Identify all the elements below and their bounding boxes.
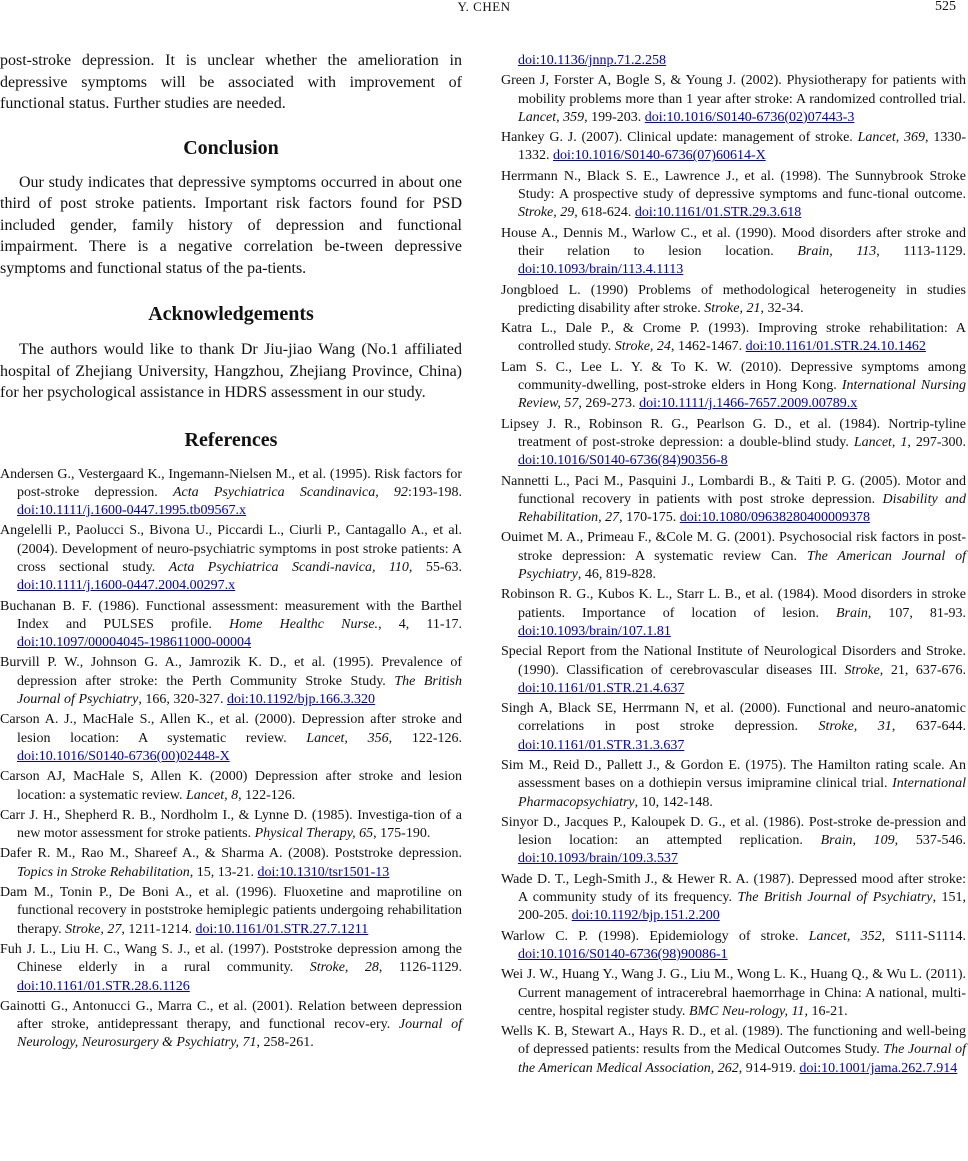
reference-journal: Lancet, 8 (185, 787, 239, 803)
reference-journal: Lancet, 369 (857, 130, 926, 146)
doi-link[interactable]: doi:10.1093/brain/113.4.1113 (518, 262, 684, 278)
reference-authors-title: Gainotti G., Antonucci G., Marra C., et al. (2001). Relation between depression after stroke, antidepressant therapy, and functional recov-ery. (0, 998, 462, 1033)
reference-pages: , 16-21. (804, 1003, 848, 1019)
reference-journal: Stroke (844, 662, 880, 678)
reference-authors-title: Lipsey J. R., Robinson R. G., Pearlson G. D., et al. (1984). Nortrip-tyline treatment of post-stroke depression: a double-blind study. (501, 416, 966, 450)
reference-authors-title: Ouimet M. A., Primeau F., &Cole M. G. (2001). Psychosocial risk factors in post-stroke depression: A systematic review Can. (501, 530, 966, 564)
doi-link[interactable]: doi:10.1111/j.1600-0447.1995.tb09567.x (17, 503, 247, 519)
reference-journal: Lancet, 1 (853, 434, 908, 450)
doi-link[interactable]: doi:10.1016/S0140-6736(00)02448-X (17, 748, 230, 764)
reference-authors-title: Green J, Forster A, Bogle S, & Young J. (2002). Physiotherapy for patients with mobility problems more than 1 year after stroke: A randomized controlled trial. (501, 73, 966, 107)
reference-authors-title: Jongbloed L. (1990) Problems of methodological heterogeneity in studies predicting disability after stroke. (501, 282, 966, 316)
reference-pages: , 15, 13-21. (189, 864, 258, 880)
doi-link[interactable]: doi:10.1161/01.STR.21.4.637 (518, 680, 685, 696)
reference-pages: , 637-644. (891, 719, 966, 735)
doi-link[interactable]: doi:10.1016/S0140-6736(02)07443-3 (644, 109, 855, 125)
reference-item (501, 416, 966, 471)
reference-pages: , 46, 819-828. (577, 567, 657, 583)
reference-item (0, 845, 462, 882)
reference-authors-title: Carr J. H., Shepherd R. B., Nordholm I., & Lynne D. (1985). Investiga-tion of a new motor assessment for stroke patients. (0, 807, 462, 842)
reference-journal: Stroke, 24 (614, 339, 671, 355)
reference-journal: The British Journal of Psychiatry (737, 890, 933, 906)
doi-link[interactable]: doi:10.1192/bjp.166.3.320 (226, 692, 376, 708)
page-header (0, 0, 968, 18)
doi-link[interactable]: doi:10.1310/tsr1501-13 (257, 864, 390, 880)
intro-paragraph: post-stroke depression. It is unclear whether the amelioration in depressive symptoms will be associated with improvement of functional status. Further studies are needed. (0, 52, 462, 112)
page-number: 525 (935, 0, 956, 14)
doi-link[interactable]: doi:10.1161/01.STR.31.3.637 (518, 737, 685, 753)
doi-link[interactable]: doi:10.1136/jnnp.71.2.258 (518, 53, 667, 68)
references-heading: References (184, 428, 278, 451)
reference-item (0, 884, 462, 939)
doi-link[interactable]: doi:10.1016/S0140-6736(07)60614-X (553, 148, 766, 164)
reference-item (501, 320, 966, 357)
reference-item (501, 473, 966, 528)
reference-authors-title: Katra L., Dale P., & Crome P. (1993). Improving stroke rehabilitation: A controlled study. (501, 321, 966, 355)
reference-item (501, 225, 966, 280)
reference-item (0, 807, 462, 844)
acknowledgements-text: The authors would like to thank Dr Jiu-jiao Wang (No.1 affiliated hospital of Zhejiang University, Hangzhou, Zhejiang Province, China) for her psychological assistance in HDRS assessment in our study. (0, 341, 462, 401)
doi-link[interactable]: doi:10.1093/brain/109.3.537 (518, 851, 678, 867)
reference-item (0, 711, 462, 766)
reference-authors-title: Burvill P. W., Johnson G. A., Jamrozik K. D., et al. (1995). Prevalence of depression after stroke: the Perth Community Stroke Study. (0, 655, 462, 689)
reference-journal: Stroke, 21 (704, 300, 761, 316)
reference-journal: International Nursing Review, 57 (518, 378, 966, 412)
reference-item (501, 359, 966, 414)
reference-journal: Acta Psychiatrica Scandinavica, 92 (173, 484, 408, 500)
reference-journal: Stroke, 29 (518, 205, 575, 221)
reference-pages: , 914-919. (738, 1060, 800, 1076)
reference-item (501, 586, 966, 641)
reference-authors-title: Wei J. W., Huang Y., Wang J. G., Liu M., Wong L. K., Huang Q., & Wu L. (2011). Current management of intracerebral haemorrhage in China: A national, multi-centre, hospital register study. (501, 967, 966, 1019)
reference-item (0, 598, 462, 653)
reference-pages: , 269-273. (578, 396, 640, 412)
reference-journal: Journal of Neurology, Neurosurgery & Psychiatry, 71 (17, 1017, 462, 1051)
reference-item (501, 168, 966, 223)
reference-authors-title: Herrmann N., Black S. E., Lawrence J., et al. (1998). The Sunnybrook Stroke Study: A prospective study of depressive symptoms and func-tional outcome. (501, 168, 966, 203)
reference-authors-title: Wells K. B, Stewart A., Hays R. D., et al. (1989). The functioning and well-being of depressed patients: results from the Medical Outcomes Study. (501, 1024, 966, 1058)
reference-item (0, 522, 462, 595)
reference-journal: Topics in Stroke Rehabilitation (17, 864, 190, 880)
doi-link[interactable]: doi:10.1093/brain/107.1.81 (518, 623, 671, 639)
reference-pages: , 170-175. (619, 510, 680, 526)
reference-item (501, 814, 966, 869)
doi-link[interactable]: doi:10.1161/01.STR.28.6.1126 (17, 978, 190, 994)
reference-item (501, 529, 966, 584)
reference-pages: 55-63. (412, 559, 462, 575)
reference-item (501, 928, 966, 965)
reference-pages: , 107, 81-93. (867, 605, 966, 621)
reference-pages: , S111-S1114. (881, 928, 966, 944)
reference-item (0, 998, 462, 1053)
reference-authors-title: Dam M., Tonin P., De Boni A., et al. (1996). Fluoxetine and maprotiline on functional recovery in poststroke hemiplegic patients undergoing rehabilitation therapy. (0, 885, 462, 937)
reference-pages: , 1113-1129. (876, 243, 966, 259)
running-title: Y. CHEN (457, 0, 511, 14)
doi-link[interactable]: doi:10.1161/01.STR.27.7.1211 (195, 921, 369, 937)
reference-item (0, 466, 462, 521)
reference-pages: , 21, 637-676. (879, 662, 966, 678)
reference-pages: , 32-34. (760, 300, 804, 316)
reference-item (501, 1023, 966, 1078)
reference-authors-title: Robinson R. G., Kubos K. L., Starr L. B., et al. (1984). Mood disorders in stroke patients. Importance of location of lesion. (501, 587, 966, 621)
reference-journal: The Journal of the American Medical Association, 262 (518, 1042, 966, 1076)
reference-journal: Brain, 109 (820, 833, 895, 849)
acknowledgements-heading: Acknowledgements (148, 303, 314, 325)
reference-authors-title: Carson AJ, MacHale S, Allen K. (2000) Depression after stroke and lesion location: a systematic review. (0, 769, 462, 803)
reference-list-right (501, 52, 966, 1078)
doi-link[interactable]: doi:10.1111/j.1466-7657.2009.00789.x (639, 396, 858, 412)
reference-authors-title: Lam S. C., Lee L. Y. & To K. W. (2010). Depressive symptoms among community-dwelling, post-stroke elders in Hong Kong. (501, 359, 966, 394)
reference-journal: The American Journal of Psychiatry (518, 548, 966, 583)
reference-item (501, 282, 966, 319)
reference-pages: , 1462-1467. (670, 339, 746, 355)
reference-journal: Lancet, 356 (306, 730, 389, 746)
reference-pages: , 175-190. (373, 826, 431, 842)
reference-journal: Lancet, 359 (518, 109, 585, 125)
reference-authors-title: House A., Dennis M., Warlow C., et al. (1990). Mood disorders after stroke and their relation to lesion location. (501, 225, 966, 259)
reference-authors-title: Special Report from the National Institute of Neurological Disorders and Stroke. (1990). Classification of cerebrovascular diseases III. (501, 644, 966, 678)
reference-pages: , 1126-1129. (378, 960, 462, 976)
reference-pages: , 258-261. (256, 1035, 314, 1051)
doi-link[interactable]: doi:10.1111/j.1600-0447.2004.00297.x (17, 578, 236, 594)
reference-authors-title: Warlow C. P. (1998). Epidemiology of stroke. (501, 928, 809, 944)
reference-pages: , 122-126. (388, 730, 462, 746)
reference-pages: , 1211-1214. (121, 921, 196, 937)
reference-journal: Stroke, 28 (309, 960, 379, 976)
reference-journal: The British Journal of Psychiatry (17, 673, 462, 708)
reference-pages: , 166, 320-327. (138, 692, 227, 708)
reference-authors-title: Hankey G. J. (2007). Clinical update: management of stroke. (501, 130, 858, 146)
reference-item (501, 871, 966, 926)
left-column (0, 50, 462, 1055)
reference-journal: Acta Psychiatrica Scandi-navica, 110, (168, 559, 413, 575)
reference-item (501, 966, 966, 1021)
reference-pages: , 199-203. (584, 109, 645, 125)
reference-pages: , 10, 142-148. (634, 794, 713, 810)
doi-link[interactable]: doi:10.1080/09638280400009378 (679, 510, 870, 526)
reference-authors-title: Buchanan B. F. (1986). Functional assessment: measurement with the Barthel Index and PULSES profile. (0, 598, 462, 632)
doi-link[interactable]: doi:10.1016/S0140-6736(84)90356-8 (518, 453, 728, 469)
reference-journal: Brain (836, 605, 868, 621)
reference-journal: Disability and Rehabilitation, 27 (518, 491, 966, 526)
reference-journal: Stroke, 31 (818, 719, 892, 735)
reference-journal: Physical Therapy, 65 (254, 826, 374, 842)
reference-pages: , 297-300. (907, 434, 966, 450)
reference-pages: , 618-624. (574, 205, 635, 221)
reference-pages: :193-198. (407, 484, 462, 500)
reference-item (0, 768, 462, 805)
reference-authors-title: Sim M., Reid D., Pallett J., & Gordon E. (1975). The Hamilton rating scale. An assessment bases on a dothiepin versus imipramine clinical trial. (501, 757, 966, 792)
reference-authors-title: Andersen G., Vestergaard K., Ingemann-Nielsen M., et al. (1995). Risk factors for post-stroke depression. (0, 466, 462, 500)
reference-journal: Lancet, 352 (808, 928, 882, 944)
reference-pages: , 122-126. (238, 787, 296, 803)
reference-authors-title: Nannetti L., Paci M., Pasquini J., Lombardi B., & Taiti P. G. (2005). Motor and functional recovery in patients with post stroke depression. (501, 473, 966, 507)
conclusion-heading: Conclusion (183, 136, 279, 159)
reference-authors-title: Sinyor D., Jacques P., Kaloupek D. G., et al. (1986). Post-stroke de-pression and lesion location: an attempted replication. (501, 814, 966, 849)
reference-authors-title: Singh A, Black SE, Herrmann N, et al. (2000). Functional and neuro-anatomic correlations in post stroke depression. (501, 701, 966, 735)
reference-list-left (0, 466, 462, 1053)
reference-pages: , 1330-1332. (518, 130, 966, 164)
doi-link[interactable]: doi:10.1016/S0140-6736(98)90086-1 (518, 946, 728, 962)
reference-authors-title: Carson A. J., MacHale S., Allen K., et al. (2000). Depression after stroke and lesion location: A systematic review. (0, 712, 462, 746)
right-column (501, 52, 966, 1080)
reference-journal: BMC Neu-rology, 11 (688, 1003, 805, 1019)
conclusion-text: Our study indicates that depressive symptoms occurred in about one third of post stroke patients. Important risk factors found for PSD included gender, family history of depression and functional impairment. There is a negative correlation be-tween depressive symptoms and functional status of the pa-tients. (0, 173, 462, 277)
reference-continued-doi (501, 52, 966, 70)
reference-item (501, 129, 966, 166)
reference-pages: , 4, 11-17. (378, 616, 462, 632)
reference-journal: Stroke, 27 (65, 921, 122, 937)
reference-item (501, 72, 966, 127)
reference-authors-title: Angelelli P., Paolucci S., Bivona U., Piccardi L., Ciurli P., Cantagallo A., et al. (2004). Development of neuro-psychiatric symptoms in post stroke patients: A cross sectional study. (0, 523, 462, 575)
doi-link[interactable]: doi:10.1001/jama.262.7.914 (799, 1060, 958, 1076)
reference-pages: , 151, 200-205. (518, 890, 966, 924)
reference-item (501, 700, 966, 755)
reference-authors-title: Fuh J. L., Liu H. C., Wang S. J., et al. (1997). Poststroke depression among the Chinese elderly in a rural community. (0, 941, 462, 976)
doi-link[interactable]: doi:10.1097/00004045-198611000-00004 (17, 635, 251, 651)
reference-journal: Home Healthc Nurse. (229, 616, 379, 632)
reference-item (501, 643, 966, 698)
reference-pages: , 537-546. (894, 833, 966, 849)
reference-journal: International Pharmacopsychiatry (518, 776, 966, 810)
reference-authors-title: Wade D. T., Legh-Smith J., & Hewer R. A. (1987). Depressed mood after stroke: A community study of its frequency. (501, 871, 966, 906)
reference-authors-title: Dafer R. M., Rao M., Shareef A., & Sharma A. (2008). Poststroke depression. (0, 846, 462, 862)
doi-link[interactable]: doi:10.1161/01.STR.24.10.1462 (745, 339, 926, 355)
doi-link[interactable]: doi:10.1161/01.STR.29.3.618 (634, 205, 802, 221)
reference-item (0, 654, 462, 709)
doi-link[interactable]: doi:10.1192/bjp.151.2.200 (571, 908, 720, 924)
reference-item (0, 941, 462, 996)
reference-item (501, 757, 966, 812)
reference-journal: Brain, 113 (797, 243, 877, 259)
